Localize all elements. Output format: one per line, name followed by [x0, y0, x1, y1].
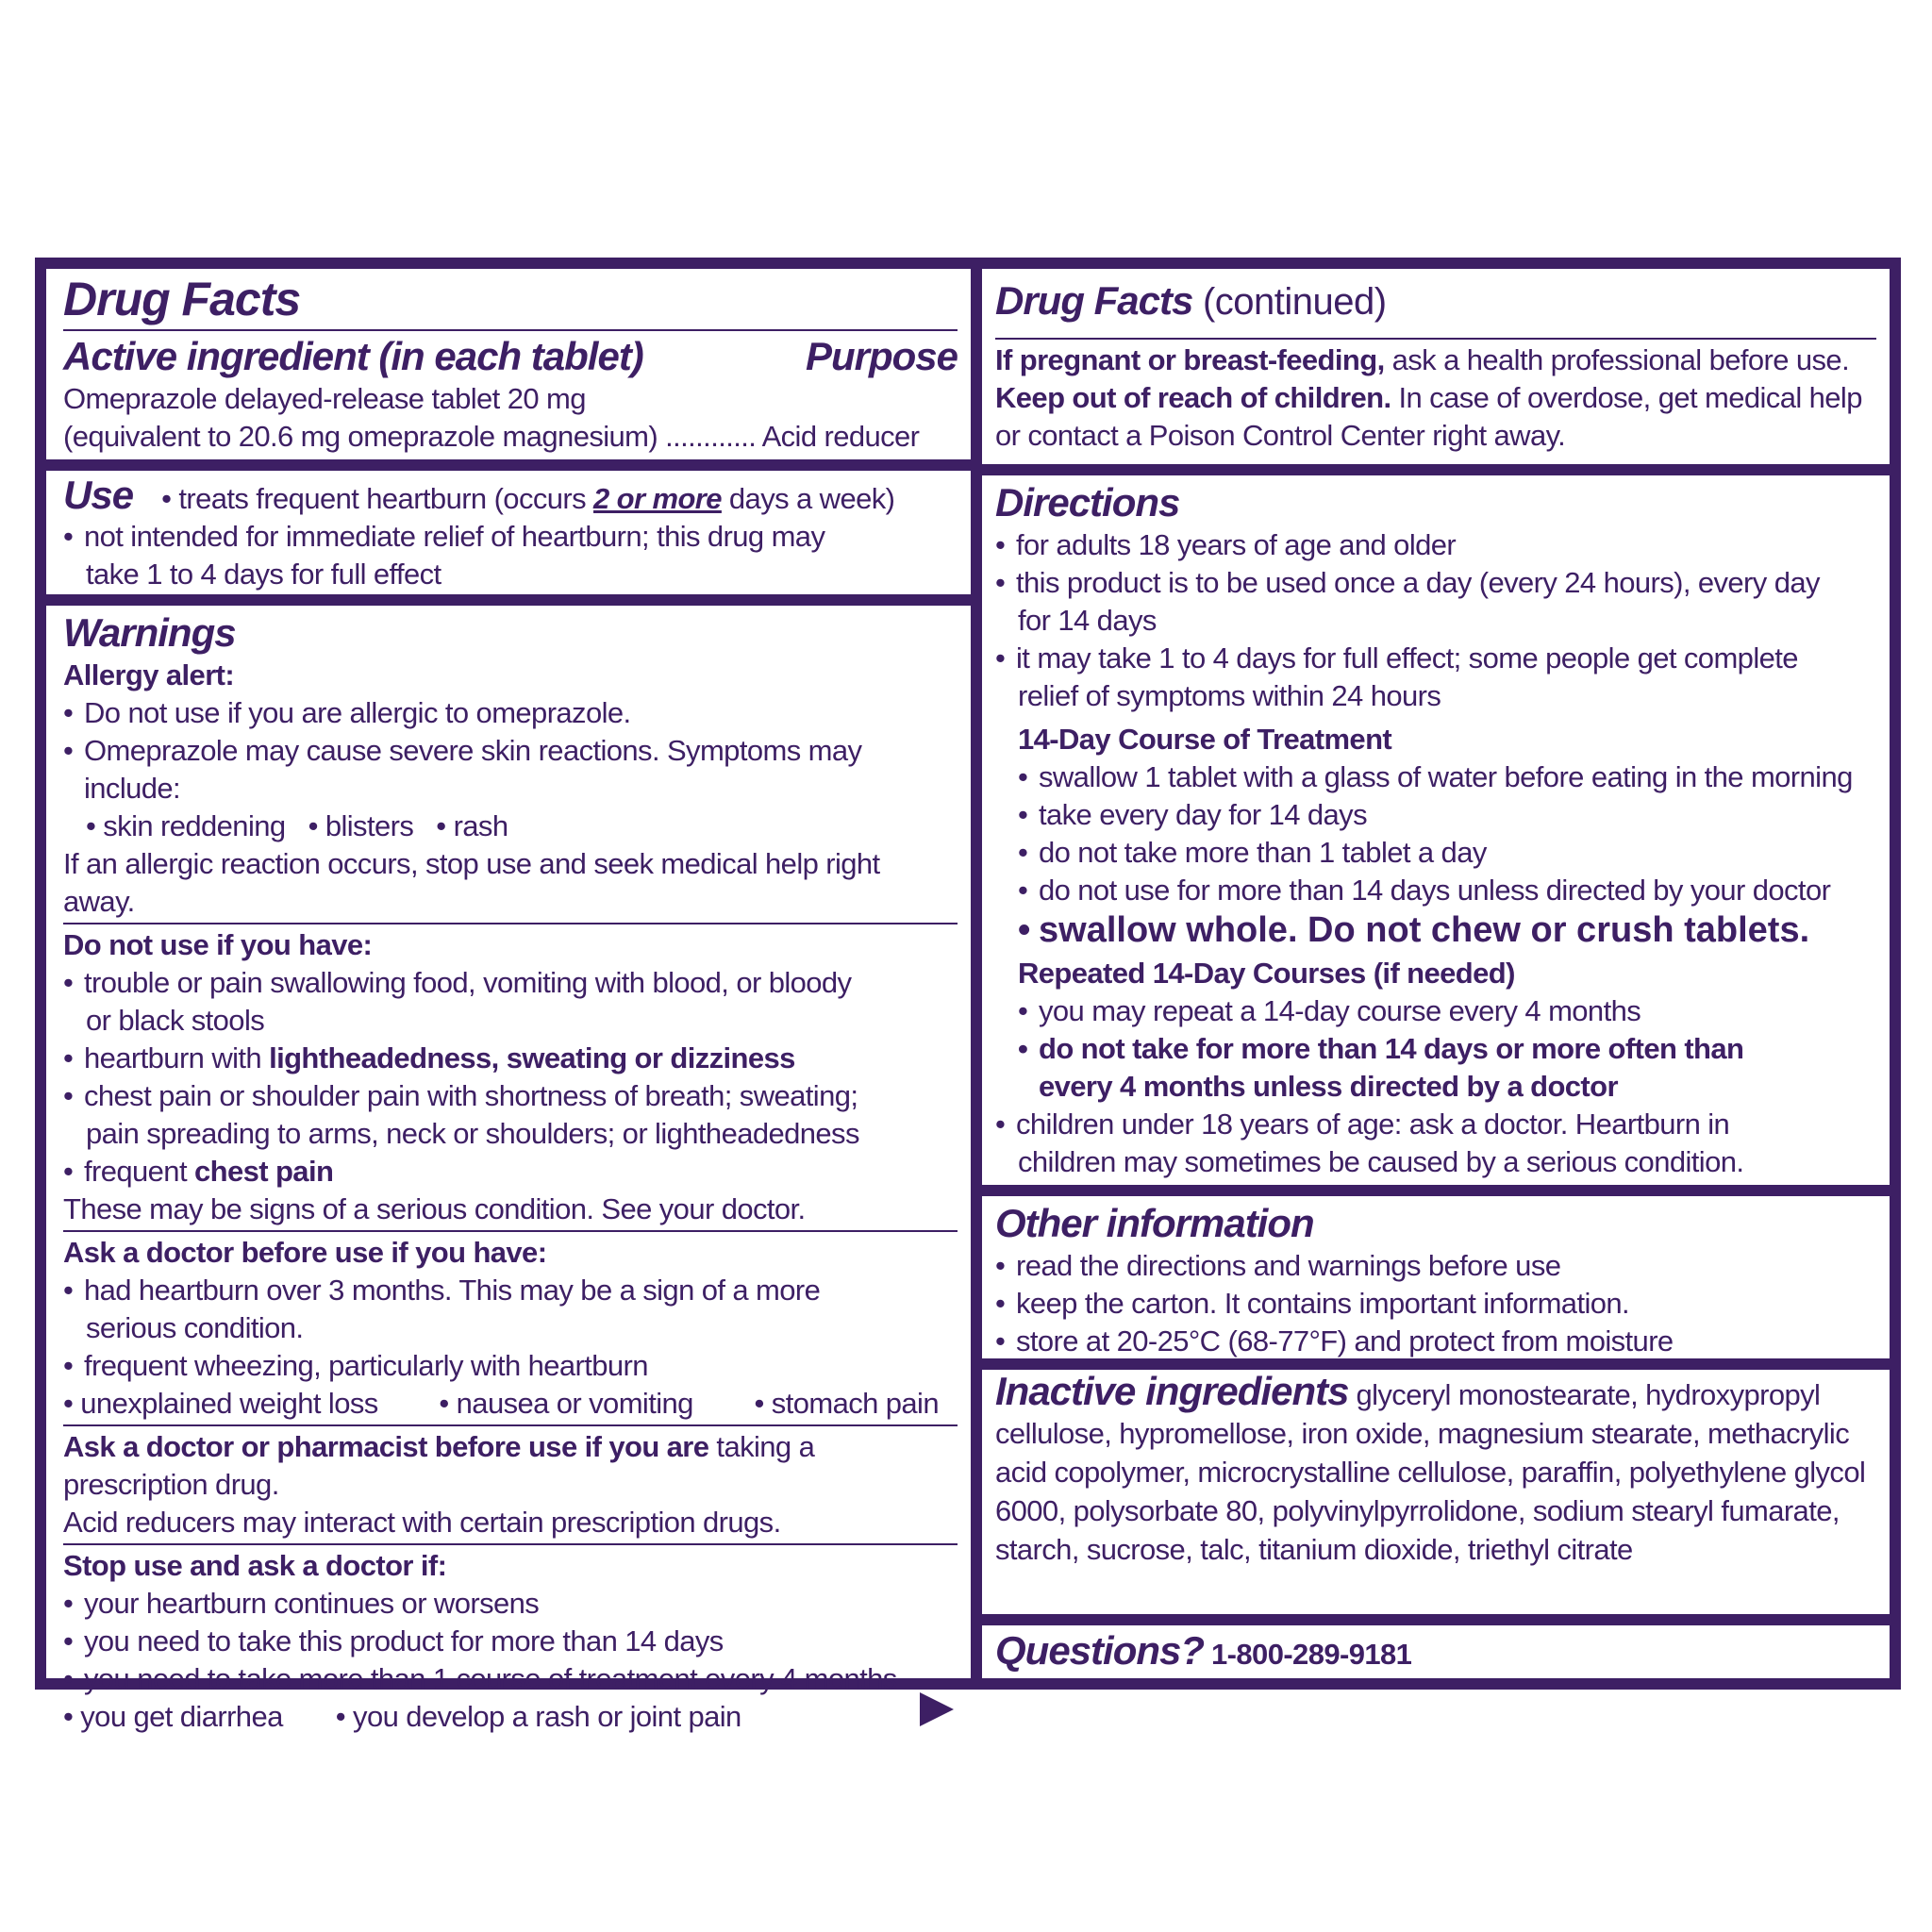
keep-out-rest: In case of overdose, get medical help: [1391, 381, 1862, 414]
dnu-b4: [63, 1153, 958, 1191]
section-divider: [46, 594, 971, 606]
questions-heading: Questions?: [995, 1628, 1205, 1673]
stop-b3: • you need to take more than 1 course of treatment every 4 months: [63, 1660, 958, 1698]
dnu-b4-bold: chest pain: [193, 1155, 334, 1188]
stop-b5-wrap: • you develop a rash or joint pain: [335, 1700, 741, 1733]
pharm-heading: Ask a doctor or pharmacist before use if you are: [63, 1430, 709, 1463]
purpose-heading: Purpose: [805, 334, 958, 378]
inactive-text-block: [995, 1368, 1876, 1569]
directions-heading: Directions: [995, 479, 1180, 525]
pregnancy-rest: ask a health professional before use.: [1384, 343, 1850, 376]
use-line-1: [63, 475, 958, 518]
stop-b-row: [63, 1698, 958, 1736]
dnu-b2-bold: lightheadedness, sweating or dizziness: [269, 1041, 795, 1074]
dnu-b1-cont: or black stools: [86, 1004, 265, 1037]
inactive-heading: Inactive ingredients: [995, 1368, 1349, 1413]
ask-heading: Ask a doctor before use if you have:: [63, 1236, 547, 1269]
allergy-sub2: blisters: [325, 809, 414, 842]
allergy-sub-row: [63, 808, 958, 845]
repeat-heading: Repeated 14-Day Courses (if needed): [1018, 956, 1515, 990]
dir-b2: • this product is to be used once a day (every 24 hours), every day: [995, 564, 1876, 602]
pregnancy-section: [982, 269, 1890, 464]
use-section: [46, 471, 971, 594]
course-c2: • take every day for 14 days: [1018, 796, 1876, 834]
drug-facts-label: [35, 258, 1901, 1733]
dir-b3: • it may take 1 to 4 days for full effect; some people get complete: [995, 640, 1876, 677]
inactive-section: [982, 1370, 1890, 1614]
section-divider: [46, 459, 971, 471]
right-column: [982, 269, 1890, 1678]
dnu-b2: [63, 1040, 958, 1077]
column-divider: [971, 269, 982, 1678]
use-heading: Use: [63, 473, 134, 517]
repeat-r2: • do not take for more than 14 days or more often than: [1018, 1030, 1876, 1068]
section-divider: [982, 1185, 1890, 1196]
drug-facts-title-right: Drug Facts: [995, 278, 1193, 323]
rule: [63, 923, 958, 924]
bullet: •: [86, 809, 104, 842]
questions-section: [982, 1625, 1890, 1678]
repeat-r2-cont: every 4 months unless directed by a doctor: [1039, 1069, 1618, 1103]
active-line-1: Omeprazole delayed-release tablet 20 mg: [63, 382, 586, 415]
ask-b4: nausea or vomiting: [456, 1387, 693, 1420]
course-heading: 14-Day Course of Treatment: [1018, 722, 1392, 756]
directions-section: [982, 475, 1890, 1185]
course-c3: • do not take more than 1 tablet a day: [1018, 834, 1876, 872]
rule: [995, 338, 1876, 340]
stop-b4: you get diarrhea: [80, 1700, 283, 1733]
other-b2: • keep the carton. It contains important information.: [995, 1285, 1876, 1323]
ask-b-row: [63, 1385, 958, 1423]
dnu-end: These may be signs of a serious condition. See your doctor.: [63, 1192, 806, 1225]
continued-arrow-icon: [920, 1692, 954, 1726]
rule: [63, 1230, 958, 1232]
keep-out-bold: Keep out of reach of children.: [995, 381, 1391, 414]
drug-facts-title: Drug Facts: [63, 273, 301, 325]
bullet: •: [292, 809, 325, 842]
inactive-text: glyceryl monostearate, hydroxypropyl cellulose, hypromellose, iron oxide, magnesium stearate, methacrylic acid copolymer, microcrystalline cellulose, paraffin, polyethylene glycol 6000, polysorbate 80, polyvinylpyrrolidone, sodium stearyl fumarate, starch, sucrose, talc, titanium dioxide, triethyl citrate: [995, 1377, 1866, 1566]
keep-out-cont: or contact a Poison Control Center right away.: [995, 419, 1566, 452]
use-b2: • not intended for immediate relief of heartburn; this drug may: [63, 518, 958, 556]
warnings-heading: Warnings: [63, 610, 236, 655]
active-heading-row: [63, 333, 958, 380]
pharm-post: taking a: [708, 1430, 815, 1463]
bullet: •: [161, 482, 179, 515]
stop-b2: • you need to take this product for more than 14 days: [63, 1623, 958, 1660]
pharm-line-2: Acid reducers may interact with certain prescription drugs.: [63, 1506, 781, 1539]
stop-b4-wrap: • you get diarrhea: [63, 1700, 283, 1733]
section-divider: [982, 464, 1890, 475]
repeat-r1: • you may repeat a 14-day course every 4 months: [1018, 992, 1876, 1030]
questions-phone: 1-800-289-9181: [1204, 1638, 1412, 1671]
course-c5: • swallow whole. Do not chew or crush tablets.: [1018, 909, 1876, 951]
ask-b2: • frequent wheezing, particularly with heartburn: [63, 1347, 958, 1385]
dir-b4: • children under 18 years of age: ask a doctor. Heartburn in: [995, 1106, 1876, 1143]
ask-b4-wrap: • nausea or vomiting: [439, 1387, 693, 1420]
dnu-b3: • chest pain or shoulder pain with shortness of breath; sweating;: [63, 1077, 958, 1115]
ask-b1: • had heartburn over 3 months. This may be a sign of a more: [63, 1272, 958, 1309]
dnu-b2-pre: heartburn with: [84, 1041, 270, 1074]
repeat-list: [995, 992, 1876, 1106]
allergy-sub1: skin reddening: [103, 809, 286, 842]
dir-b4-cont: children may sometimes be caused by a serious condition.: [1018, 1144, 1744, 1178]
dnu-b3-cont: pain spreading to arms, neck or shoulders; or lightheadedness: [86, 1117, 859, 1150]
stop-b5: you develop a rash or joint pain: [353, 1700, 741, 1733]
stop-heading: Stop use and ask a doctor if:: [63, 1549, 447, 1582]
drug-facts-continued-title: [995, 276, 1876, 336]
ask-b1-cont: serious condition.: [86, 1311, 304, 1344]
dir-b3-cont: relief of symptoms within 24 hours: [1018, 678, 1441, 712]
use-b2-cont: take 1 to 4 days for full effect: [86, 558, 441, 591]
ask-b3: unexplained weight loss: [80, 1387, 378, 1420]
allergy-b1: • Do not use if you are allergic to omeprazole.: [63, 694, 958, 732]
allergy-sub3: rash: [453, 809, 508, 842]
other-b3: • store at 20-25°C (68-77°F) and protect from moisture: [995, 1323, 1876, 1360]
allergy-end: If an allergic reaction occurs, stop use and seek medical help right away.: [63, 847, 880, 918]
pregnancy-line: [995, 341, 1876, 379]
course-list: [995, 758, 1876, 951]
rule: [63, 1424, 958, 1426]
dnu-b4-pre: frequent: [84, 1155, 194, 1188]
warnings-section: [46, 606, 971, 1740]
other-info-heading: Other information: [995, 1200, 1314, 1245]
stop-b1: • your heartburn continues or worsens: [63, 1585, 958, 1623]
bullet: •: [421, 809, 454, 842]
ask-b3-wrap: • unexplained weight loss: [63, 1387, 378, 1420]
pharm-cont: prescription drug.: [63, 1468, 279, 1501]
keep-out-line: [995, 379, 1876, 417]
use-b1-post: days a week): [721, 482, 895, 515]
dnu-b1: • trouble or pain swallowing food, vomiting with blood, or bloody: [63, 964, 958, 1002]
rule: [63, 1543, 958, 1545]
other-info-section: [982, 1196, 1890, 1358]
use-b1-pre: treats frequent heartburn (occurs: [178, 482, 594, 515]
rule: [63, 329, 958, 331]
use-b1-em: 2 or more: [593, 482, 722, 515]
active-line-2: (equivalent to 20.6 mg omeprazole magnesium) ............ Acid reducer: [63, 420, 920, 453]
ask-b5: stomach pain: [771, 1387, 939, 1420]
left-column: [46, 269, 971, 1733]
other-b1: • read the directions and warnings before use: [995, 1247, 1876, 1285]
course-c4: • do not use for more than 14 days unless directed by your doctor: [1018, 872, 1876, 909]
allergy-b2: • Omeprazole may cause severe skin reactions. Symptoms may include:: [63, 732, 958, 808]
dir-b2-cont: for 14 days: [1018, 603, 1157, 637]
dnu-heading: Do not use if you have:: [63, 928, 373, 961]
pharm-line: [63, 1428, 958, 1466]
active-ingredient-section: [46, 269, 971, 459]
dir-b1: • for adults 18 years of age and older: [995, 526, 1876, 564]
active-ingredient-heading: Active ingredient (in each tablet): [63, 334, 643, 378]
section-divider: [982, 1614, 1890, 1625]
course-c1: • swallow 1 tablet with a glass of water before eating in the morning: [1018, 758, 1876, 796]
pregnancy-bold: If pregnant or breast-feeding,: [995, 343, 1385, 376]
continued-label: (continued): [1192, 281, 1387, 323]
allergy-heading: Allergy alert:: [63, 658, 235, 691]
ask-b5-wrap: • stomach pain: [754, 1387, 939, 1420]
